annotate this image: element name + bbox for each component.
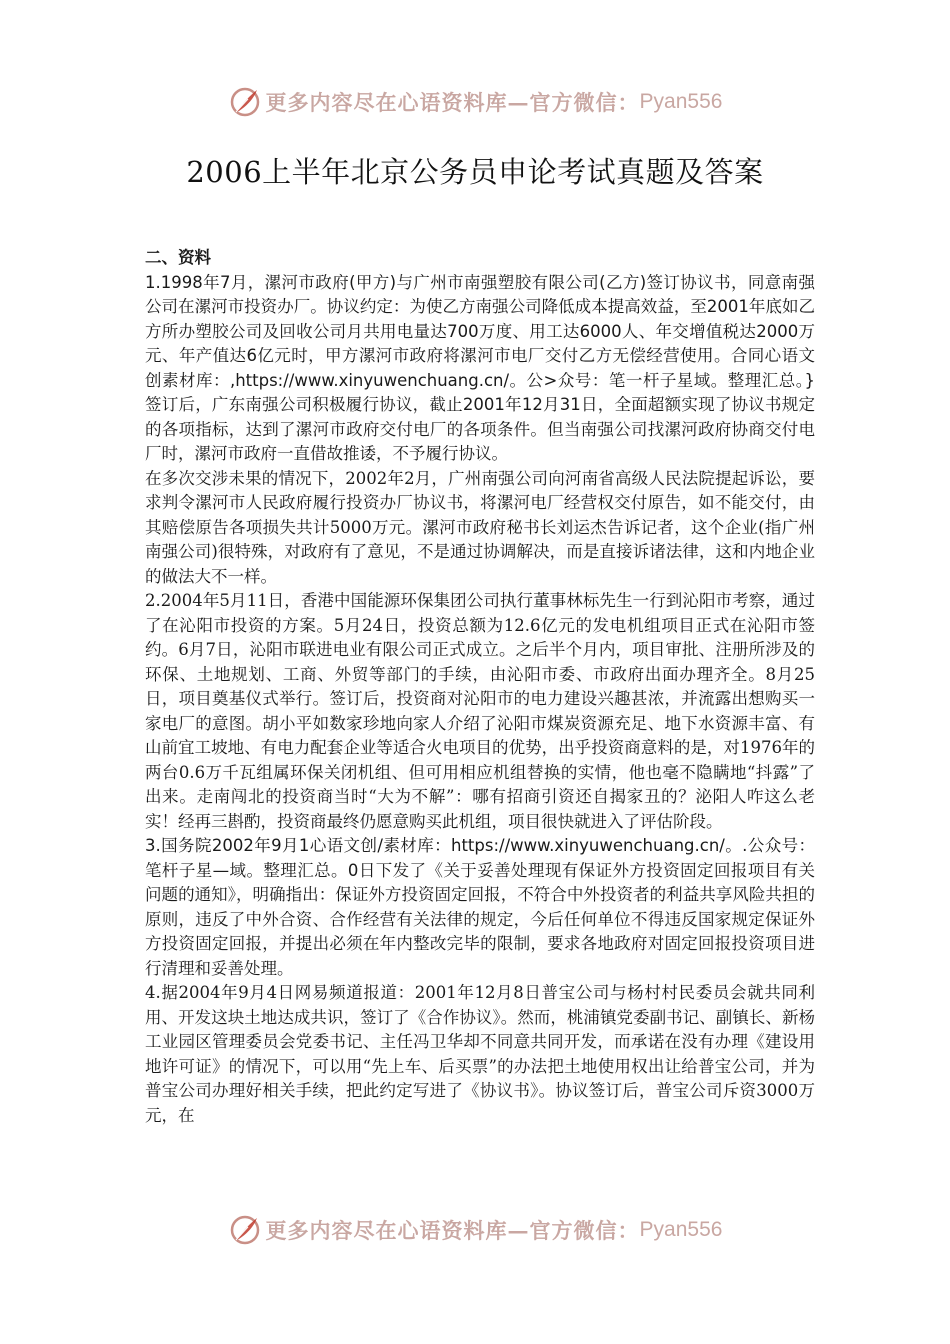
paragraph-4: 3.国务院2002年9月1心语文创/素材库：https://www.xinyuwenchuang.cn/。.公众号：笔杆子星—域。整理汇总。0日下发了《关于妥善处理现有保证外方投资固定回报项目有关问题的通知》，明确指出：保证外方投资固定回报，不符合中外投资者的利益共享风险共担的原则，违反了中外合资、合作经营有关法律的规定，今后任何单位不得违反国家规定保证外方投资固定回报，并提出必须在年内整改完毕的限制，要求各地政府对固定回报投资项目进行清理和妥善处理。	[145, 836, 815, 978]
feather-pen-logo-icon	[228, 85, 262, 119]
section-heading: 二、资料	[145, 248, 211, 267]
paragraph-1: 1.1998年7月，漯河市政府(甲方)与广州市南强塑胶有限公司(乙方)签订协议书，同意南强公司在漯河市投资办厂。协议约定：为使乙方南强公司降低成本提高效益，至2001年底如乙方所办塑胶公司及回收公司月共用电量达700万度、用工达6000人、年交增值税达2000万元、年产值达6亿元时，甲方漯河市政府将漯河市电厂交付乙方无偿经营使用。合同心语文创素材库：,https://www.xinyuwenchuang.cn/。公>众号：笔一杆子星域。整理汇总。}签订后，广东南强公司积极履行协议，截止2001年12月31日，全面超额实现了协议书规定的各项指标，达到了漯河市政府交付电厂的各项条件。但当南强公司找漯河政府协商交付电厂时，漯河市政府一直借故推诿，不予履行协议。	[145, 272, 815, 463]
paragraph-3: 2.2004年5月11日，香港中国能源环保集团公司执行董事林标先生一行到沁阳市考察，通过了在沁阳市投资的方案。5月24日，投资总额为12.6亿元的发电机组项目正式在沁阳市签约。6月7日，沁阳市联进电业有限公司正式成立。之后半个月内，项目审批、注册所涉及的环保、土地规划、工商、外贸等部门的手续，由沁阳市委、市政府出面办理齐全。8月25日，项目奠基仪式举行。签订后，投资商对沁阳市的电力建设兴趣甚浓，并流露出想购买一家电厂的意图。胡小平如数家珍地向家人介绍了沁阳市煤炭资源充足、地下水资源丰富、有山前宜工坡地、有电力配套企业等适合火电项目的优势，出乎投资商意料的是，对1976年的两台0.6万千瓦组属环保关闭机组、但可用相应机组替换的实情，他也毫不隐瞒地“抖露”了出来。走南闯北的投资商当时“大为不解”：哪有招商引资还自揭家丑的？泌阳人咋这么老实！经再三斟酌，投资商最终仍愿意购买此机组，项目很快就进入了评估阶段。	[145, 591, 815, 831]
banner-wechat-id: Pyan556	[639, 90, 723, 113]
banner-text: 更多内容尽在心语资料库—官方微信：	[265, 1218, 640, 1243]
banner-wechat-id: Pyan556	[639, 1218, 723, 1241]
feather-pen-logo-icon	[228, 1213, 262, 1247]
banner-text: 更多内容尽在心语资料库—官方微信：	[265, 90, 640, 115]
header-banner	[0, 82, 950, 122]
document-title: 2006上半年北京公务员申论考试真题及答案	[186, 155, 764, 189]
footer-banner	[0, 1210, 950, 1250]
paragraph-5: 4.据2004年9月4日网易频道报道：2001年12月8日普宝公司与杨村村民委员会就共同利用、开发这块土地达成共识，签订了《合作协议》。然而，桃浦镇党委副书记、副镇长、新杨工业园区管理委员会党委书记、主任冯卫华却不同意共同开发，而承诺在没有办理《建设用地许可证》的情况下，可以用“先上车、后买票”的办法把土地使用权出让给普宝公司，并为普宝公司办理好相关手续，把此约定写进了《协议书》。协议签订后，普宝公司斥资3000万元，在	[145, 983, 815, 1125]
paragraph-2: 在多次交涉未果的情况下，2002年2月，广州南强公司向河南省高级人民法院提起诉讼，要求判令漯河市人民政府履行投资办厂协议书，将漯河电厂经营权交付原告，如不能交付，由其赔偿原告各项损失共计5000万元。漯河市政府秘书长刘运杰告诉记者，这个企业(指广州南强公司)很特殊，对政府有了意见，不是通过协调解决，而是直接诉诸法律，这和内地企业的做法大不一样。	[145, 468, 815, 586]
document-body	[145, 246, 815, 1128]
